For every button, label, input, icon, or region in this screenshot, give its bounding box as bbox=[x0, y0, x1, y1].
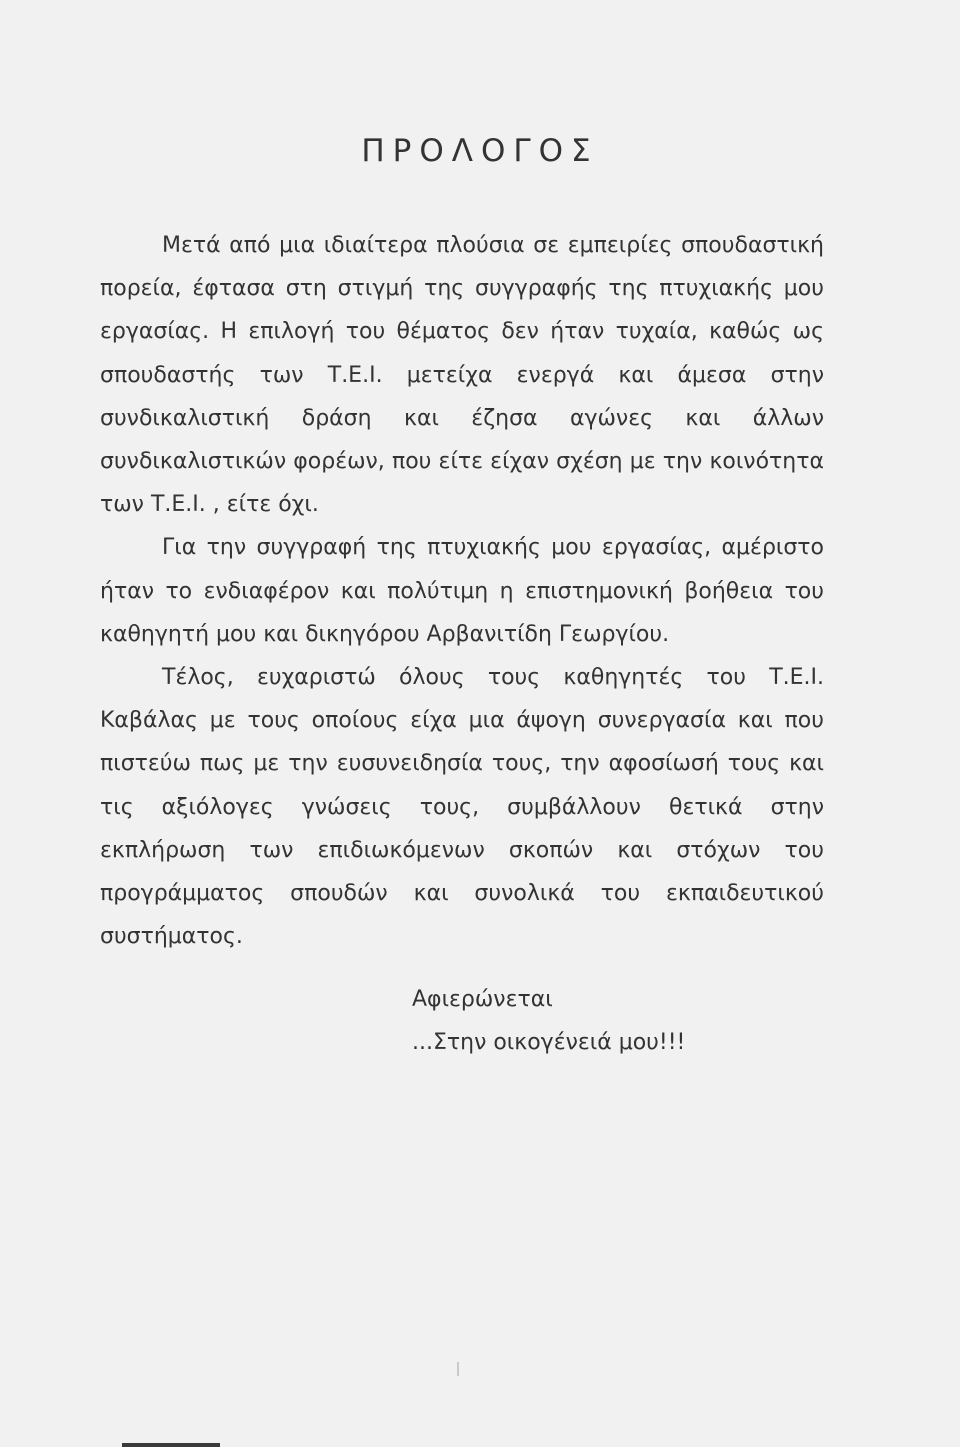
scan-speck bbox=[457, 1362, 459, 1376]
page-title: ΠΡΟΛΟΓΟΣ bbox=[361, 133, 599, 169]
paragraph-1: Μετά από μια ιδιαίτερα πλούσια σε εμπειρίες σπουδαστική πορεία, έφτασα στη στιγμή της συγγραφής της πτυχιακής μου εργασίας. Η επιλογή του θέματος δεν ήταν τυχαία, καθώς ως σπουδαστής των Τ.Ε.Ι. μετείχα ενεργά και άμεσα στην συνδικαλιστική δράση και έζησα αγώνες και άλλων συνδικαλιστικών φορέων, που είτε είχαν σχέση με την κοινότητα των Τ.Ε.Ι. , είτε όχι. bbox=[100, 233, 824, 518]
scan-edge-mark bbox=[122, 1443, 220, 1447]
dedication bbox=[412, 978, 685, 1064]
dedication-line-2: ...Στην οικογένειά μου!!! bbox=[412, 1030, 686, 1056]
paragraph-3: Τέλος, ευχαριστώ όλους τους καθηγητές του Τ.Ε.Ι. Καβάλας με τους οποίους είχα μια άψογη συνεργασία και που πιστεύω πως με την ευσυνειδησία τους, την αφοσίωσή τους και τις αξιόλογες γνώσεις τους, συμβάλλουν θετικά στην εκπλήρωση των επιδιωκόμενων σκοπών και στόχων του προγράμματος σπουδών και συνολικά του εκπαιδευτικού συστήματος. bbox=[100, 665, 824, 950]
dedication-line-1: Αφιερώνεται bbox=[412, 987, 553, 1012]
paragraph-2: Για την συγγραφή της πτυχιακής μου εργασίας, αμέριστο ήταν το ενδιαφέρον και πολύτιμη η επιστημονική βοήθεια του καθηγητή μου και δικηγόρου Αρβανιτίδη Γεωργίου. bbox=[100, 535, 824, 647]
preface-body bbox=[100, 224, 824, 958]
